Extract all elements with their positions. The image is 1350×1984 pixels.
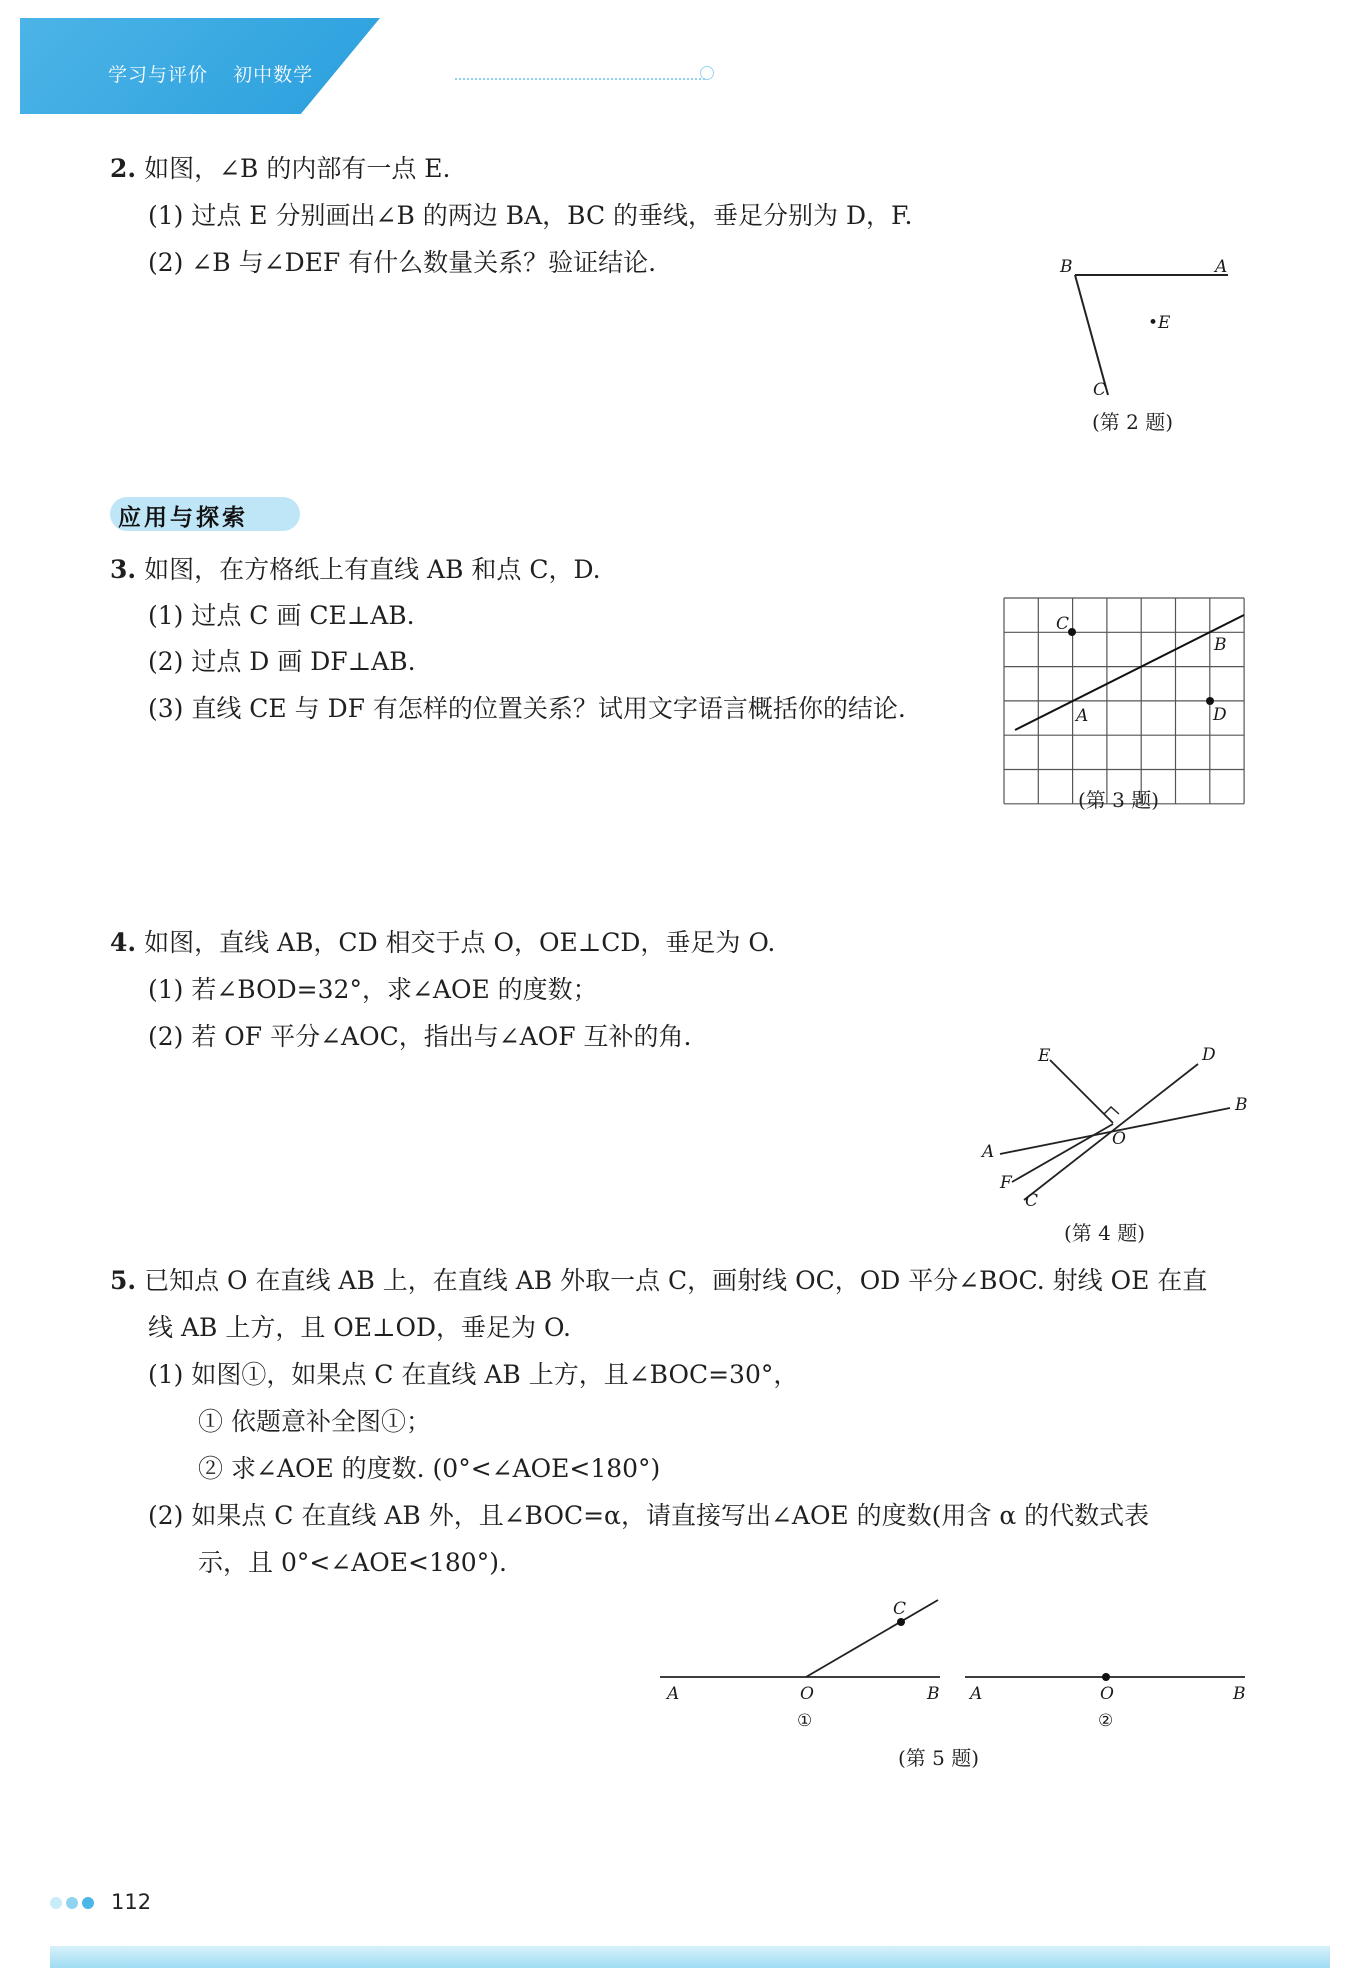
q4-number: 4. [110, 928, 137, 957]
q4-label-F: F [1000, 1173, 1012, 1193]
q5-number: 5. [110, 1266, 137, 1295]
q3-caption: (第 3 题) [1078, 788, 1160, 812]
q3-label-D: D [1213, 705, 1227, 725]
q2-label-E: •E [1148, 313, 1171, 333]
q4-part1: (1) 若∠BOD=32°，求∠AOE 的度数； [148, 975, 598, 1004]
q5-fig2-label-A: A [970, 1684, 983, 1704]
q5-fig2-label-B: B [1233, 1684, 1246, 1704]
header-subject: 初中数学 [233, 64, 314, 86]
q2-part2: (2) ∠B 与∠DEF 有什么数量关系？验证结论. [148, 248, 657, 277]
q2-label-C: C [1093, 380, 1107, 400]
q3-label-C: C [1056, 614, 1070, 634]
q2-label-A: A [1215, 257, 1228, 277]
q5-fig1-mark: ① [797, 1711, 813, 1731]
q2-stem-text: 如图，∠B 的内部有一点 E. [144, 154, 451, 183]
q5-caption: (第 5 题) [898, 1746, 980, 1770]
q5-fig1-label-C: C [893, 1599, 907, 1619]
q5-stem-line2: 线 AB 上方，且 OE⊥OD，垂足为 O. [148, 1313, 571, 1342]
q4-label-O: O [1112, 1129, 1126, 1149]
q5-figure-1 [655, 1592, 945, 1732]
q5-fig1-label-A: A [667, 1684, 680, 1704]
q2-figure [1050, 255, 1250, 405]
q5-stem-line1 [110, 1268, 1207, 1293]
header-series: 学习与评价 [108, 64, 209, 86]
q3-stem [110, 557, 601, 582]
header-title [108, 60, 456, 87]
header-dotted-line [455, 78, 705, 80]
q2-stem [110, 156, 450, 181]
footer-dots [50, 1894, 98, 1913]
q3-label-A: A [1076, 706, 1089, 726]
q3-part1: (1) 过点 C 画 CE⊥AB. [148, 601, 415, 630]
q2-label-B: B [1060, 257, 1073, 277]
q4-label-C: C [1025, 1191, 1039, 1211]
q4-label-D: D [1202, 1045, 1216, 1065]
q5-fig2-label-O: O [1100, 1684, 1114, 1704]
q5-part2-line2: 示，且 0°<∠AOE<180°). [198, 1548, 507, 1577]
q4-figure [982, 1044, 1252, 1214]
page-number: 112 [111, 1890, 152, 1914]
q5-figure-2 [960, 1592, 1250, 1732]
q2-number: 2. [110, 154, 137, 183]
q5-part2-line1: (2) 如果点 C 在直线 AB 外，且∠BOC=α，请直接写出∠AOE 的度数(用含 α 的代数式表 [148, 1501, 1150, 1530]
q3-part2: (2) 过点 D 画 DF⊥AB. [148, 647, 416, 676]
q5-part1a: ① 依题意补全图①； [198, 1407, 431, 1436]
q2-caption: (第 2 题) [1092, 410, 1174, 434]
q3-part3: (3) 直线 CE 与 DF 有怎样的位置关系？试用文字语言概括你的结论. [148, 694, 906, 723]
q3-point-D [1206, 697, 1214, 705]
q3-number: 3. [110, 555, 137, 584]
q4-stem-text: 如图，直线 AB，CD 相交于点 O，OE⊥CD，垂足为 O. [144, 928, 776, 957]
header-grade: 七年级上册 [338, 64, 439, 86]
q4-label-A: A [982, 1142, 995, 1162]
footer-band [50, 1946, 1330, 1968]
q4-stem [110, 930, 775, 955]
q3-label-B: B [1214, 635, 1227, 655]
q3-grid-figure [1004, 598, 1244, 804]
q3-point-C [1068, 628, 1076, 636]
q5-fig1-label-O: O [800, 1684, 814, 1704]
q5-stem-text: 已知点 O 在直线 AB 上，在直线 AB 外取一点 C，画射线 OC，OD 平分∠BOC. 射线 OE 在直 [144, 1266, 1208, 1295]
q5-part1: (1) 如图①，如果点 C 在直线 AB 上方，且∠BOC=30°， [148, 1360, 799, 1389]
q4-label-E: E [1038, 1046, 1051, 1066]
q2-part1: (1) 过点 E 分别画出∠B 的两边 BA，BC 的垂线，垂足分别为 D，F. [148, 201, 913, 230]
q5-part1b: ② 求∠AOE 的度数. (0°<∠AOE<180°) [198, 1454, 661, 1483]
q4-label-B: B [1235, 1095, 1248, 1115]
q5-fig1-point-C [897, 1618, 905, 1626]
q5-fig2-point-O [1102, 1673, 1110, 1681]
q4-caption: (第 4 题) [1064, 1221, 1146, 1245]
section-heading: 应用与探索 [110, 497, 300, 531]
header-ring-ornament [700, 66, 714, 80]
q3-stem-text: 如图，在方格纸上有直线 AB 和点 C，D. [144, 555, 601, 584]
q4-part2: (2) 若 OF 平分∠AOC，指出与∠AOF 互补的角. [148, 1022, 692, 1051]
q5-fig1-label-B: B [927, 1684, 940, 1704]
q5-fig2-mark: ② [1098, 1711, 1114, 1731]
